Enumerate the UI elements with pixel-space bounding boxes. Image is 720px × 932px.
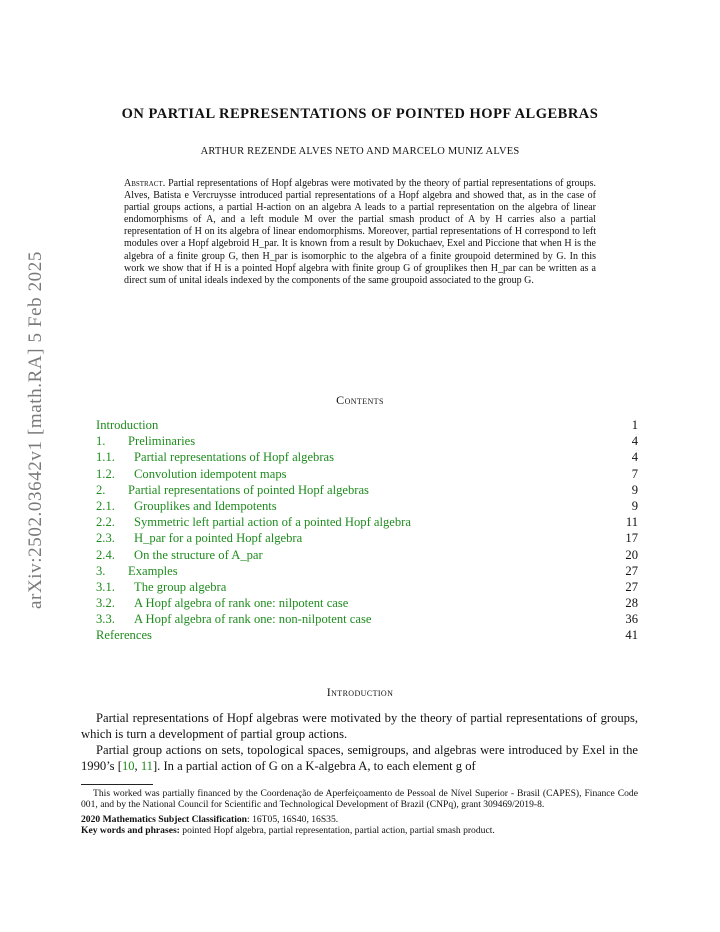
toc-entry-label: On the structure of A_par [134,547,263,562]
contents-heading: Contents [336,393,384,407]
toc-entry-link[interactable] [96,628,152,643]
toc-entry-label: Partial representations of pointed Hopf algebras [128,482,369,497]
toc-entry-page: 27 [625,579,638,594]
toc-entry-link[interactable] [96,418,158,433]
toc-entry-number: 3.3. [96,612,115,627]
toc-entry[interactable] [96,548,638,564]
toc-entry-label: Examples [128,563,178,578]
toc-entry-page: 7 [631,466,638,481]
toc-entry-number: 1.1. [96,450,115,465]
toc-entry-label: Preliminaries [128,434,196,449]
toc-entry[interactable] [96,531,638,547]
abstract-text: Partial representations of Hopf algebras were motivated by the theory of partial representations of groups. Alves, Batista e Vercruysse introduced partial representations of a Hopf algebra and showed that, as in the case of partial groups actions, a partial H-action on an algebra A leads to a partial representation on the algebra of linear endomorphisms of A, and a left module M over the partial smash product of A by H carries also a partial representation of H on its algebra of linear endomorphisms. Moreover, partial representations of H correspond to left modules over a Hopf algebroid H_par. It is known from a result by Dokuchaev, Exel and Piccione that when H is the algebra of a finite group G, then H_par is isomorphic to the algebra of a finite groupoid determined by G. In this work we show that if H is a pointed Hopf algebra with finite group G of grouplikes then H_par can be written as a direct sum of unital ideals indexed by the components of the same groupoid associated to the group G. [124,178,596,286]
toc-entry-link[interactable] [96,434,195,449]
toc-entry[interactable] [96,628,638,644]
toc-entry-number: 2.4. [96,547,115,562]
toc-entry-link[interactable] [96,531,302,546]
toc-entry-page: 36 [625,612,638,627]
toc-entry-page: 27 [625,563,638,578]
toc-entry-link[interactable] [96,548,263,563]
toc-entry-label: Symmetric left partial action of a pointed Hopf algebra [134,515,411,530]
toc-entry-label: Partial representations of Hopf algebras [134,450,335,465]
footnote-rule [81,784,153,785]
toc-entry-link[interactable] [96,499,277,514]
toc-entry-page: 20 [625,547,638,562]
toc-entry[interactable] [96,612,638,628]
toc-entry-page: 4 [631,450,638,465]
toc-entry-page: 28 [625,596,638,611]
introduction-paragraph: Partial representations of Hopf algebras were motivated by the theory of partial representations of groups, which is turn a development of partial group actions. [81,711,638,741]
toc-entry-page: 17 [625,531,638,546]
toc-entry-page: 4 [631,434,638,449]
toc-entry[interactable] [96,450,638,466]
toc-entry-label: Introduction [96,418,159,432]
toc-entry[interactable] [96,515,638,531]
footnotes [81,788,638,837]
citation-link[interactable]: 11 [140,759,153,773]
funding-footnote: This worked was partially financed by the Coordenação de Aperfeiçoamento de Pessoal de Nível Superior - Brasil (CAPES), Finance Code 001, and by the National Council for Scientific and Technological Development of Brazil (CNPq), grant 309469/2019-8. [81,788,638,811]
toc-entry-link[interactable] [96,515,411,530]
toc-entry[interactable] [96,483,638,499]
toc-entry-label: H_par for a pointed Hopf algebra [134,531,303,546]
toc-entry-number: 2. [96,482,106,497]
introduction-heading: Introduction [326,685,394,699]
toc-entry-page: 1 [631,418,638,432]
arxiv-identifier: arXiv:2502.03642v1 [math.RA] 5 Feb 2025 [25,251,46,609]
paragraph-text: Partial group actions on sets, topological spaces, semigroups, and algebras were introduced by Exel in the 1990’s [ [81,743,638,773]
toc-entry-number: 2.2. [96,515,115,530]
toc-entry-number: 1.2. [96,466,115,481]
toc-entry-link[interactable] [96,450,334,465]
toc-entry-link[interactable] [96,564,178,579]
paper-authors: ARTHUR REZENDE ALVES NETO AND MARCELO MUNIZ ALVES [200,146,520,157]
introduction-paragraph: Partial group actions on sets, topological spaces, semigroups, and algebras were introduced by Exel in the 1990’s [10, 11]. In a partial action of G on a K-algebra A, to each element g of [81,743,638,773]
toc-entry[interactable] [96,564,638,580]
toc-entry-page: 41 [625,628,638,643]
abstract-label: Abstract. [124,178,166,189]
toc-entry[interactable] [96,434,638,450]
toc-entry-label: A Hopf algebra of rank one: non-nilpotent case [134,612,372,627]
toc-entry-label: Convolution idempotent maps [134,466,287,481]
toc-entry-page: 9 [631,498,638,513]
msc-label: 2020 Mathematics Subject Classification [81,813,248,825]
toc-entry-link[interactable] [96,580,226,595]
citation-link[interactable]: 10 [121,759,135,773]
msc-footnote [81,814,638,825]
toc-entry-label: References [96,628,152,643]
toc-entry[interactable] [96,499,638,515]
toc-entry-label: Grouplikes and Idempotents [134,498,277,513]
toc-entry[interactable] [96,418,638,434]
toc-entry[interactable] [96,467,638,483]
toc-entry-number: 2.3. [96,531,115,546]
paper-title: ON PARTIAL REPRESENTATIONS OF POINTED HOPF ALGEBRAS [121,106,599,122]
toc-entry-link[interactable] [96,612,371,627]
toc-entry[interactable] [96,596,638,612]
table-of-contents [96,418,638,645]
keywords-label: Key words and phrases: [81,825,180,837]
toc-entry-link[interactable] [96,596,348,611]
paragraph-text: ]. In a partial action of G on a K-algebra A, to each element g of [152,759,476,773]
toc-entry-number: 3.2. [96,596,115,611]
toc-entry-page: 9 [631,482,638,497]
toc-entry-number: 3.1. [96,579,115,594]
msc-value: : 16T05, 16S40, 16S35. [247,813,339,825]
toc-entry-label: A Hopf algebra of rank one: nilpotent case [134,596,349,611]
toc-entry-number: 2.1. [96,498,115,513]
keywords-value: pointed Hopf algebra, partial representation, partial action, partial smash product. [179,825,495,837]
introduction-body [81,710,638,774]
toc-entry-link[interactable] [96,483,369,498]
toc-entry-number: 3. [96,563,106,578]
keywords-footnote [81,825,638,836]
toc-entry-page: 11 [625,515,638,530]
toc-entry[interactable] [96,580,638,596]
abstract [124,178,596,287]
toc-entry-label: The group algebra [134,579,227,594]
toc-entry-link[interactable] [96,467,287,482]
toc-entry-number: 1. [96,434,106,449]
